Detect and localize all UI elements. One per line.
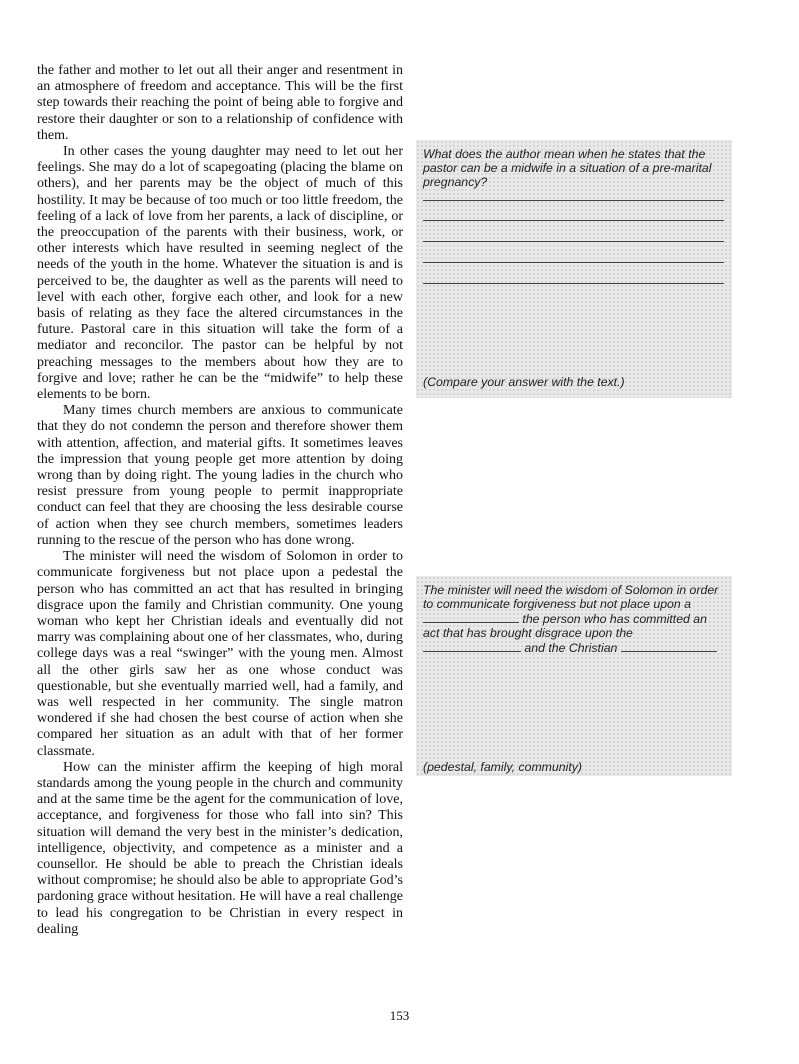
- fill-in-blank-box: [416, 576, 732, 776]
- review-question-box: [416, 140, 732, 398]
- main-text-column: [37, 63, 403, 938]
- fill-in-text-part: the person who has committed an act that has brought disgrace upon the: [423, 612, 707, 640]
- body-paragraph: In other cases the young daughter may need to let out her feelings. She may do a lot of scapegoating (placing the blame on others), and her parents may be the object of much of this hostility. It may be because of too much or too little freedom, the feeling of a lack of love from her parents, a lack of discipline, or the preoccupation of the parents with their business, work, or other interests which have resulted in seeming neglect of the needs of the youth in the home. Whatever the situation is and is perceived to be, the daughter as well as the parents will need to level with each other, forgive each other, and look for a new basis of relating as they face the altered circumstances in the future. Pastoral care in this situation will take the form of a mediator and reconcilor. The pastor can be helpful by not preaching messages to the members about how they are to forgive and love; rather he can be the “midwife” to help these elements to be born.: [37, 144, 403, 403]
- fill-in-blank-text: [423, 583, 724, 655]
- blank-field[interactable]: [423, 640, 521, 652]
- body-paragraph: The minister will need the wisdom of Solomon in order to communicate forgiveness but not place upon a pedestal the person who has committed an act that has resulted in bringing disgrace upon the family and Christian community. One young woman who kept her Christian ideals and eventually did not marry was complaining about one of her classmates, who, during college days was a real “swinger” with the young men. Almost all the other girls saw her as one whose conduct was questionable, but she eventually married well, had a family, and was well respected in her community. The single matron wondered if she had chosen the best course of action when she compared her situation as an adult with that of her former classmate.: [37, 549, 403, 759]
- answer-line[interactable]: [423, 241, 724, 242]
- review-question-text: What does the author mean when he states that the pastor can be a midwife in a situation of a pre-marital pregnancy?: [423, 147, 712, 189]
- blank-field[interactable]: [621, 640, 717, 652]
- body-paragraph: Many times church members are anxious to communicate that they do not condemn the person and therefore shower them with attention, affection, and material gifts. It sometimes leaves the impression that young people get more attention by doing wrong than by doing right. The young ladies in the church who resist pressure from young people to permit inappropriate conduct can feel that they are choosing the less desirable course of action when they see church members, sometimes leaders running to the rescue of the person who has done wrong.: [37, 403, 403, 548]
- fill-in-text-part: The minister will need the wisdom of Solomon in order to communicate forgiveness but not place upon a: [423, 583, 719, 611]
- body-paragraph: How can the minister affirm the keeping of high moral standards among the young people in the church and community and at the same time be the agent for the communication of love, acceptance, and forgiveness for those who fall into sin? This situation will demand the very best in the minister’s dedication, intelligence, objectivity, and competence as a minister and a counsellor. He should be able to preach the Christian ideals without compromise; he should also be able to appropriate God’s pardoning grace without hesitation. He will have a real challenge to lead his congregation to be Christian in every respect in dealing: [37, 759, 403, 937]
- blank-field[interactable]: [423, 611, 519, 623]
- answer-line[interactable]: [423, 262, 724, 263]
- page-number: 153: [389, 1008, 410, 1023]
- fill-in-text-part: and the Christian: [524, 641, 618, 655]
- answer-line[interactable]: [423, 200, 724, 201]
- answer-line[interactable]: [423, 220, 724, 221]
- answer-line[interactable]: [423, 283, 724, 284]
- answer-key-note: (pedestal, family, community): [423, 760, 582, 774]
- compare-note: (Compare your answer with the text.): [423, 375, 625, 389]
- body-paragraph: the father and mother to let out all their anger and resentment in an atmosphere of freedom and acceptance. This will be the first step towards their reaching the point of being able to forgive and restore their daughter or son to a relationship of confidence with them.: [37, 63, 403, 143]
